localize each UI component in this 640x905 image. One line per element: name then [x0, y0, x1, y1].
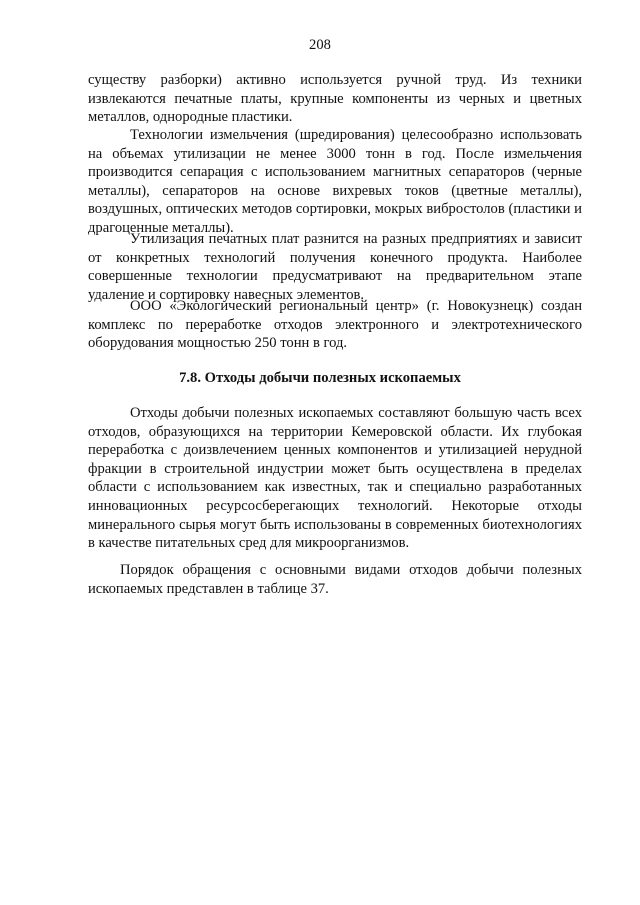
paragraph-text: Порядок обращения с основными видами отходов добычи полезных ископаемых представлен в таблице 37. — [88, 562, 582, 597]
page-number: 208 — [309, 37, 331, 53]
paragraph-disassembly — [88, 71, 582, 127]
paragraph-text: Утилизация печатных плат разнится на разных предприятиях и зависит от конкретных технологий получения конечного продукта. Наиболее совершенные технологии предусматривают на предварительном этапе удаление и сортировку навесных элементов. — [88, 231, 582, 303]
paragraph-text: Технологии измельчения (шредирования) целесообразно использовать на объемах утилизации не менее 3000 тонн в год. После измельчения производится сепарация с использованием магнитных сепараторов (черные металлы), сепараторов на основе вихревых токов (цветные металлы), воздушных, оптических методов сортировки, мокрых вибростолов (пластики и драгоценные металлы). — [88, 127, 582, 236]
section-heading: 7.8. Отходы добычи полезных ископаемых — [179, 370, 461, 386]
paragraph-text: ООО «Экологический региональный центр» (г. Новокузнецк) создан комплекс по переработке отходов электронного и электротехнического оборудования мощностью 250 тонн в год. — [88, 298, 582, 352]
paragraph-shredding — [88, 126, 582, 238]
paragraph-text: Отходы добычи полезных ископаемых составляют большую часть всех отходов, образующихся на территории Кемеровской области. Их глубокая переработка с доизвлечением ценных компонентов и утилизацией нерудной фракции в строительной индустрии может быть осуществлена в пределах области с использованием как известных, так и специально разработанных инновационных ресурсосберегающих технологий. Некоторые отходы минерального сырья могут быть использованы в современных биотехнологиях в качестве питательных сред для микроорганизмов. — [88, 405, 582, 552]
paragraph-table-reference — [88, 561, 582, 598]
paragraph-text: существу разборки) активно используется ручной труд. Из техники извлекаются печатные платы, крупные компоненты из черных и цветных металлов, однородные пластики. — [88, 72, 582, 126]
paragraph-pcb-utilization — [88, 230, 582, 304]
paragraph-mining-waste — [88, 404, 582, 553]
paragraph-novokuznetsk-center — [88, 297, 582, 353]
